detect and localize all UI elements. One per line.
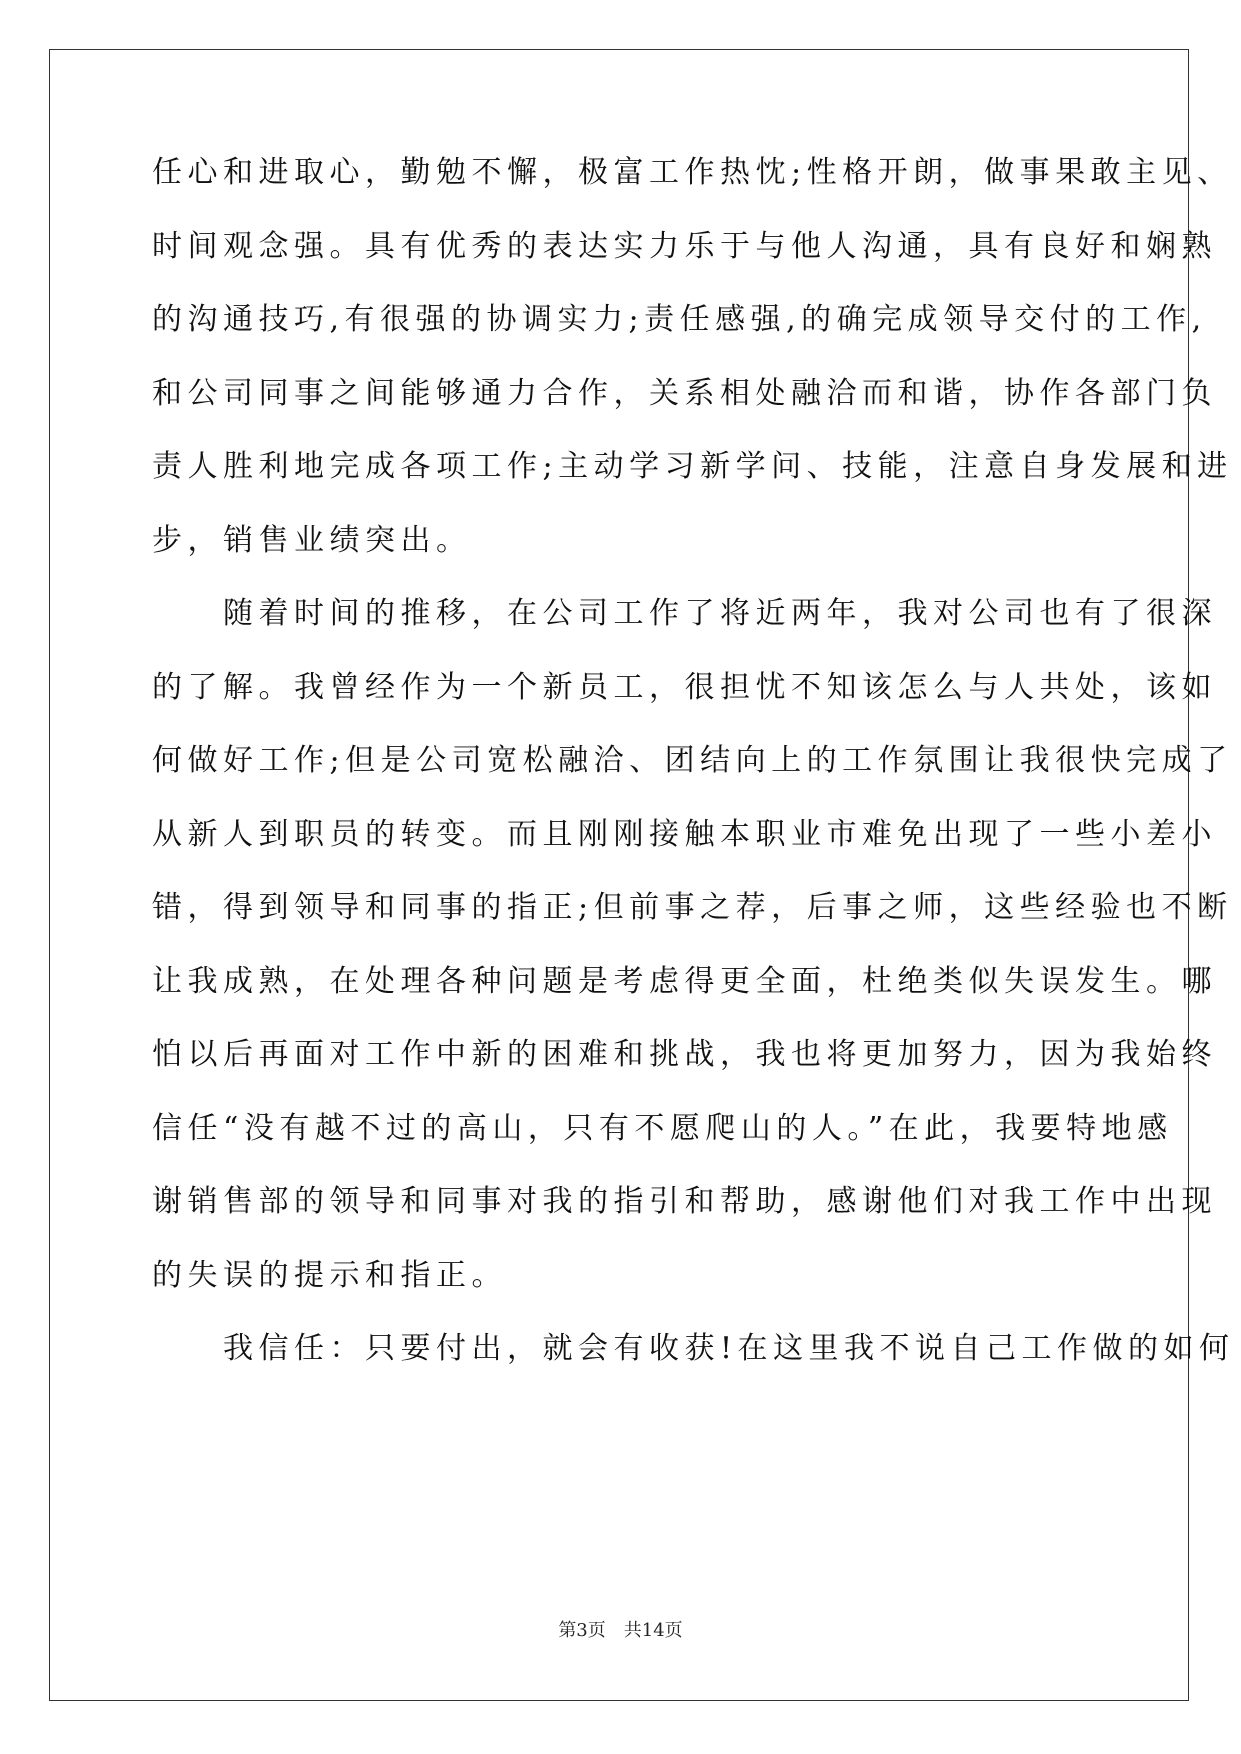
- text-line: 的失误的提示和指正。: [152, 1257, 507, 1293]
- text-line: 责人胜利地完成各项工作;主动学习新学问、技能，注意自身发展和进: [152, 449, 1233, 484]
- text-line: 信任“没有越不过的高山，只有不愿爬山的人。”在此，我要特地感: [152, 1110, 1173, 1146]
- text-line: 的沟通技巧,有很强的协调实力;责任感强,的确完成领导交付的工作,: [152, 302, 1207, 337]
- text-line: 步，销售业绩突出。: [152, 522, 472, 558]
- text-line: 的了解。我曾经作为一个新员工，很担忧不知该怎么与人共处，该如: [152, 669, 1217, 705]
- document-body: [152, 151, 1235, 1401]
- text-line: 怕以后再面对工作中新的困难和挑战，我也将更加努力，因为我始终: [152, 1037, 1217, 1072]
- text-line: 错，得到领导和同事的指正;但前事之荐，后事之师，这些经验也不断: [152, 890, 1233, 925]
- text-line: 何做好工作;但是公司宽松融洽、团结向上的工作氛围让我很快完成了: [152, 743, 1233, 778]
- page-number-footer: 第3页 共14页: [558, 1620, 683, 1641]
- text-line: 从新人到职员的转变。而且刚刚接触本职业市难免出现了一些小差小: [152, 816, 1217, 852]
- text-line: 任心和进取心，勤勉不懈，极富工作热忱;性格开朗，做事果敢主见、: [152, 155, 1233, 190]
- text-line: 让我成熟，在处理各种问题是考虑得更全面，杜绝类似失误发生。哪: [152, 963, 1217, 999]
- text-line: 随着时间的推移，在公司工作了将近两年，我对公司也有了很深: [152, 596, 1217, 631]
- text-line: 时间观念强。具有优秀的表达实力乐于与他人沟通，具有良好和娴熟: [152, 228, 1217, 264]
- text-line: 和公司同事之间能够通力合作，关系相处融洽而和谐，协作各部门负: [152, 375, 1217, 411]
- text-line: 我信任：只要付出，就会有收获!在这里我不说自己工作做的如何: [152, 1331, 1235, 1366]
- text-line: 谢销售部的领导和同事对我的指引和帮助，感谢他们对我工作中出现: [152, 1184, 1217, 1219]
